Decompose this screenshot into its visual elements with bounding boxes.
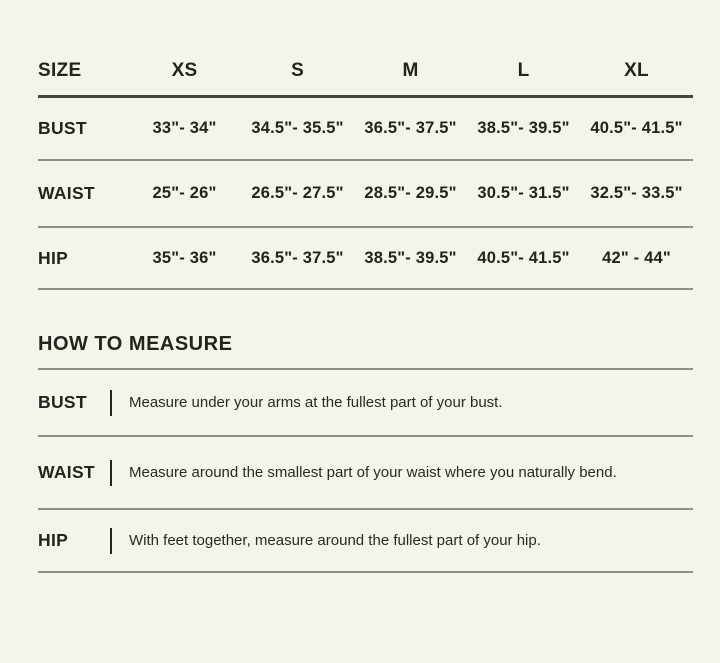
measure-section-title: HOW TO MEASURE bbox=[38, 290, 693, 370]
size-guide-page bbox=[38, 0, 693, 573]
size-cell: 30.5"- 31.5" bbox=[477, 184, 570, 202]
measure-row-waist bbox=[38, 437, 693, 510]
size-cell: 40.5"- 41.5" bbox=[477, 248, 570, 267]
size-cell: 35"- 36" bbox=[152, 248, 217, 267]
size-cell: 28.5"- 29.5" bbox=[364, 184, 457, 202]
col-header-m: M bbox=[402, 60, 419, 81]
size-row-waist bbox=[38, 161, 693, 228]
size-cell: 32.5"- 33.5" bbox=[590, 184, 683, 202]
size-table bbox=[38, 0, 693, 290]
row-label: WAIST bbox=[38, 183, 95, 203]
row-label: BUST bbox=[38, 118, 87, 138]
size-cell: 36.5"- 37.5" bbox=[251, 248, 344, 267]
measure-description: With feet together, measure around the fullest part of your hip. bbox=[129, 531, 541, 549]
size-cell: 26.5"- 27.5" bbox=[251, 184, 344, 202]
measure-label: WAIST bbox=[38, 462, 95, 482]
size-row-hip bbox=[38, 228, 693, 290]
measure-row-bust bbox=[38, 370, 693, 437]
measure-label: HIP bbox=[38, 530, 69, 550]
size-cell: 34.5"- 35.5" bbox=[251, 119, 344, 137]
size-cell: 38.5"- 39.5" bbox=[364, 248, 457, 267]
measure-description: Measure around the smallest part of your waist where you naturally bend. bbox=[129, 463, 617, 481]
col-header-xs: XS bbox=[171, 60, 198, 81]
size-row-bust bbox=[38, 98, 693, 161]
divider-bar bbox=[110, 460, 112, 486]
measure-label: BUST bbox=[38, 392, 87, 412]
divider-bar bbox=[110, 390, 112, 416]
size-cell: 38.5"- 39.5" bbox=[477, 119, 570, 137]
size-cell: 33"- 34" bbox=[152, 119, 217, 137]
row-label: HIP bbox=[38, 247, 69, 268]
how-to-measure-section bbox=[38, 290, 693, 573]
col-header-xl: XL bbox=[624, 60, 649, 81]
measure-row-hip bbox=[38, 510, 693, 573]
measure-description: Measure under your arms at the fullest part of your bust. bbox=[129, 393, 503, 411]
size-table-header bbox=[38, 0, 693, 98]
divider-bar bbox=[110, 528, 112, 554]
size-cell: 42" - 44" bbox=[602, 248, 671, 267]
size-cell: 40.5"- 41.5" bbox=[590, 119, 683, 137]
size-cell: 25"- 26" bbox=[152, 184, 217, 202]
col-header-size: SIZE bbox=[38, 60, 82, 81]
size-cell: 36.5"- 37.5" bbox=[364, 119, 457, 137]
col-header-s: S bbox=[291, 60, 304, 81]
col-header-l: L bbox=[517, 60, 530, 81]
